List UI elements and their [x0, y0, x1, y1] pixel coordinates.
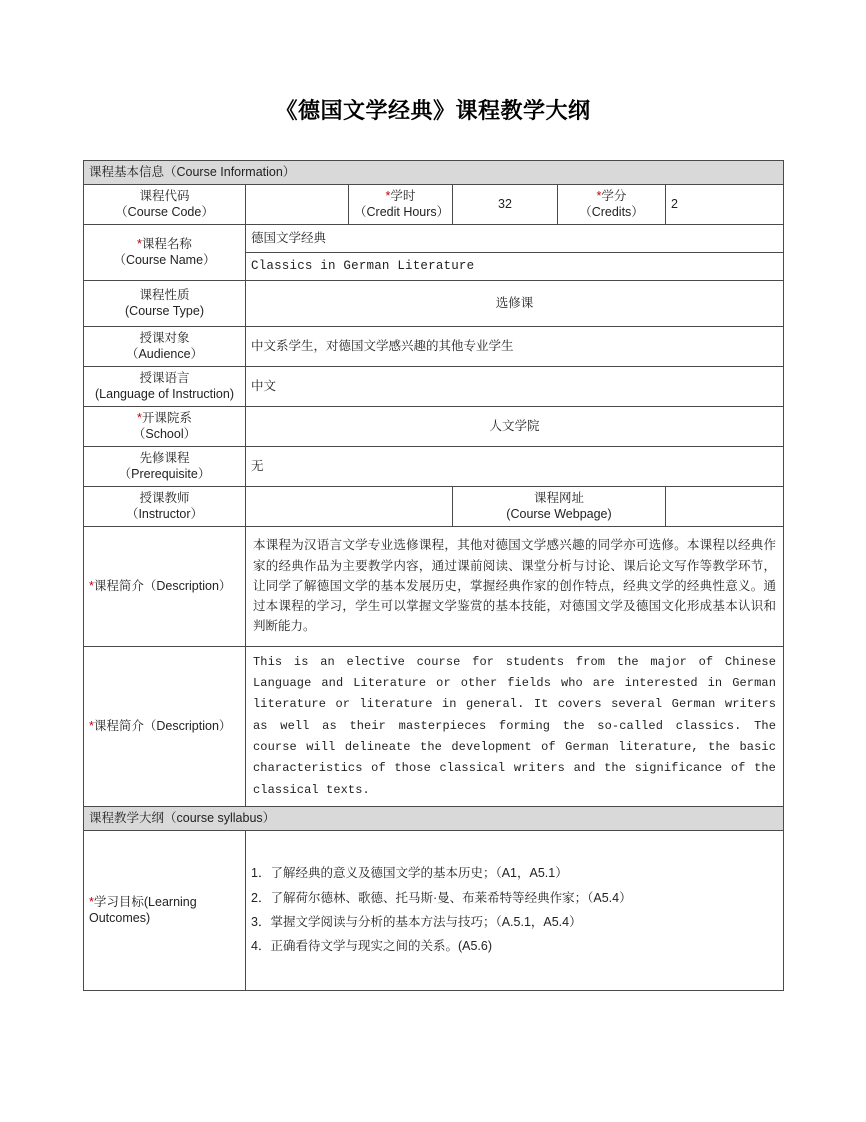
list-item: 4．正确看待文学与现实之间的关系。(A5.6) [251, 939, 492, 954]
label-instructor [84, 486, 246, 526]
required-marker: * [137, 410, 142, 425]
value-instructor[interactable] [246, 486, 453, 526]
label-course-webpage [453, 486, 666, 526]
list-item: 1．了解经典的意义及德国文学的基本历史；（A1，A5.1） [251, 866, 568, 881]
table-row-description-cn [84, 526, 784, 646]
table-row-instructor [84, 486, 784, 526]
label-course-type [84, 280, 246, 326]
label-course-type-en: (Course Type) [125, 304, 204, 318]
required-marker: * [89, 578, 94, 593]
value-learning-outcomes-cell [246, 830, 784, 990]
label-credit-hours [349, 184, 453, 224]
section-header-course-syllabus: 课程教学大纲（course syllabus） [84, 807, 784, 831]
label-learning-outcomes-en: (Learning Outcomes) [89, 894, 197, 926]
label-course-code-cn: 课程代码 [139, 188, 190, 203]
value-description-cn-cell [246, 526, 784, 646]
list-item: 3．掌握文学阅读与分析的基本方法与技巧；（A.5.1，A5.4） [251, 915, 582, 930]
required-marker: * [596, 188, 602, 203]
value-audience[interactable]: 中文系学生，对德国文学感兴趣的其他专业学生 [246, 326, 784, 366]
label-credit-hours-cn-text: 学时 [390, 188, 416, 203]
table-row-language [84, 366, 784, 406]
label-credits-cn-text: 学分 [601, 188, 627, 203]
table-row-course-type [84, 280, 784, 326]
label-school-en: （School） [132, 427, 197, 441]
value-description-en-cell [246, 646, 784, 807]
table-row-prerequisite [84, 446, 784, 486]
label-credits-cn [563, 188, 660, 205]
label-course-code [84, 184, 246, 224]
value-language-of-instruction[interactable]: 中文 [246, 366, 784, 406]
required-marker: * [137, 236, 142, 251]
label-audience-cn: 授课对象 [139, 330, 190, 345]
syllabus-table [83, 160, 784, 991]
label-description-en-text: 课程简介 [93, 719, 144, 733]
label-language-en: (Language of Instruction) [95, 387, 234, 401]
label-course-webpage-cn: 课程网址 [533, 490, 584, 505]
value-description-cn: 本课程为汉语言文学专业选修课程，其他对德国文学感兴趣的同学亦可选修。本课程以经典作家的经典作品为主要教学内容，通过课前阅读、课堂分析与讨论、课后论文写作等教学环节，让同学了解德国文学的基本发展历史，掌握经典作家的创作特点，经典文学的经典性意义。通过本课程的学习，学生可以掌握文学鉴赏的基本技能，对德国文学及德国文化形成基本认识和判断能力。 [253, 538, 776, 634]
section-header-course-information: 课程基本信息（Course Information） [84, 161, 784, 185]
value-course-code[interactable] [246, 184, 349, 224]
label-credits-en: （Credits） [579, 205, 644, 219]
value-school[interactable]: 人文学院 [246, 406, 784, 446]
table-row-audience [84, 326, 784, 366]
label-instructor-cn: 授课教师 [139, 490, 190, 505]
label-course-name-cn [89, 236, 240, 253]
label-audience [84, 326, 246, 366]
value-credits[interactable]: 2 [666, 184, 784, 224]
required-marker: * [89, 719, 94, 733]
section-header-row-course-information [84, 161, 784, 185]
label-description-en-en: （Description） [143, 719, 232, 733]
label-course-webpage-en: (Course Webpage) [506, 507, 612, 521]
learning-outcomes-list [251, 861, 778, 959]
label-credit-hours-cn [354, 188, 447, 205]
table-row-learning-outcomes [84, 830, 784, 990]
label-description-cn-text: 课程简介 [93, 578, 144, 593]
label-course-name-en: （Course Name） [113, 253, 216, 267]
label-prerequisite-cn: 先修课程 [139, 450, 190, 465]
section-header-row-course-syllabus [84, 807, 784, 831]
label-credit-hours-en: （Credit Hours） [354, 205, 450, 219]
required-marker: * [89, 894, 94, 909]
value-credit-hours[interactable]: 32 [453, 184, 558, 224]
value-course-type[interactable]: 选修课 [246, 280, 784, 326]
label-course-name-cn-text: 课程名称 [141, 236, 192, 251]
value-prerequisite[interactable]: 无 [246, 446, 784, 486]
label-description-cn-en: （Description） [143, 578, 232, 593]
value-description-en: This is an elective course for students from the major of Chinese Language and Literature or other fields who are interested in German literature or literature in general. It covers several German writers as well as their masterpieces forming the so-called classics. The course will delineate the development of German literature, the basic characteristics of those classical writers and the significance of the classical texts. [253, 654, 776, 797]
label-course-name [84, 224, 246, 280]
label-school [84, 406, 246, 446]
label-learning-outcomes [84, 830, 246, 990]
value-course-name-en[interactable]: Classics in German Literature [246, 252, 784, 280]
list-item: 2．了解荷尔德林、歌德、托马斯·曼、布莱希特等经典作家；（A5.4） [251, 890, 632, 905]
label-prerequisite-en: （Prerequisite） [118, 467, 211, 481]
label-prerequisite [84, 446, 246, 486]
label-school-cn [89, 410, 240, 427]
label-learning-outcomes-cn: 学习目标 [93, 894, 144, 909]
table-row-school [84, 406, 784, 446]
value-course-webpage[interactable] [666, 486, 784, 526]
label-course-code-en: （Course Code） [115, 205, 214, 219]
label-course-type-cn: 课程性质 [139, 287, 190, 302]
table-row-code-hours-credits [84, 184, 784, 224]
label-school-cn-text: 开课院系 [141, 410, 192, 425]
page-title: 《德国文学经典》课程教学大纲 [275, 98, 591, 123]
syllabus-table-wrapper [83, 160, 783, 991]
label-language-cn: 授课语言 [139, 370, 190, 385]
label-description-en [84, 646, 246, 807]
label-instructor-en: （Instructor） [125, 507, 204, 521]
required-marker: * [385, 188, 391, 203]
label-description-cn [84, 526, 246, 646]
label-audience-en: （Audience） [125, 347, 204, 361]
value-course-name-cn[interactable]: 德国文学经典 [246, 224, 784, 252]
table-row-course-name-cn [84, 224, 784, 252]
table-row-description-en [84, 646, 784, 807]
label-language-of-instruction [84, 366, 246, 406]
label-credits [558, 184, 666, 224]
